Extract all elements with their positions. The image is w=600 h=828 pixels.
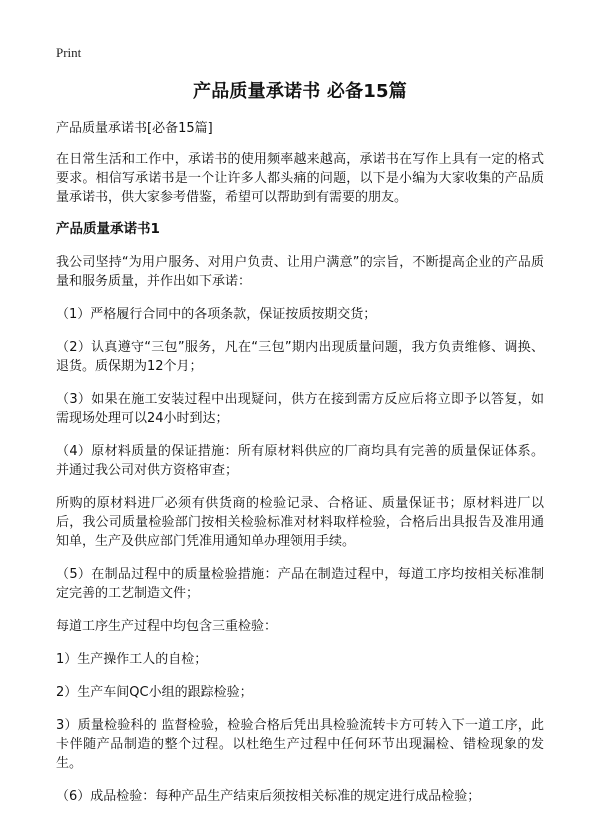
- section-paragraph: 3）质量检验科的 监督检验，检验合格后凭出具检验流转卡方可转入下一道工序，此卡伴随产品制造的整个过程。以杜绝生产过程中任何环节出现漏检、错检现象的发生。: [56, 718, 544, 771]
- document-subtitle: 产品质量承诺书[必备15篇]: [56, 121, 213, 136]
- section-paragraph: （6）成品检验：每种产品生产结束后须按相关标准的规定进行成品检验；: [56, 789, 481, 804]
- section-paragraph: （4）原材料质量的保证措施：所有原材料供应的厂商均具有完善的质量保证体系。并通过我公司对供方资格审查；: [56, 444, 544, 478]
- document-title: 产品质量承诺书 必备15篇: [193, 81, 407, 102]
- section-paragraph: （2）认真遵守“三包”服务，凡在“三包”期内出现质量问题，我方负责维修、调换、退货。质保期为12个月；: [56, 340, 544, 374]
- section-paragraph: 2）生产车间QC小组的跟踪检验；: [56, 685, 253, 700]
- section-paragraph: 1）生产操作工人的自检；: [56, 652, 208, 667]
- section-paragraph: 所购的原材料进厂必须有供货商的检验记录、合格证、质量保证书；原材料进厂以后，我公司质量检验部门按相关检验标准对材料取样检验，合格后出具报告及准用通知单，生产及供应部门凭准用通知单办理领用手续。: [56, 496, 544, 549]
- section-paragraph: 我公司坚持“为用户服务、对用户负责、让用户满意”的宗旨，不断提高企业的产品质量和服务质量，并作出如下承诺：: [56, 255, 544, 289]
- section-heading: 产品质量承诺书1: [56, 221, 160, 237]
- section-paragraph: 每道工序生产过程中均包含三重检验：: [56, 619, 278, 634]
- document-body: [56, 119, 544, 820]
- print-link[interactable]: Print: [56, 45, 82, 60]
- section-paragraph: （1）严格履行合同中的各项条款，保证按质按期交货；: [56, 307, 377, 322]
- intro-paragraph: 在日常生活和工作中，承诺书的使用频率越来越高，承诺书在写作上具有一定的格式要求。相信写承诺书是一个让许多人都头痛的问题，以下是小编为大家收集的产品质量承诺书，供大家参考借鉴，希望可以帮助到有需要的朋友。: [56, 152, 544, 205]
- section-paragraph: （5）在制品过程中的质量检验措施：产品在制造过程中，每道工序均按相关标准制定完善的工艺制造文件；: [56, 567, 544, 601]
- section-paragraph: （3）如果在施工安装过程中出现疑问，供方在接到需方反应后将立即予以答复，如需现场处理可以24小时到达；: [56, 392, 544, 426]
